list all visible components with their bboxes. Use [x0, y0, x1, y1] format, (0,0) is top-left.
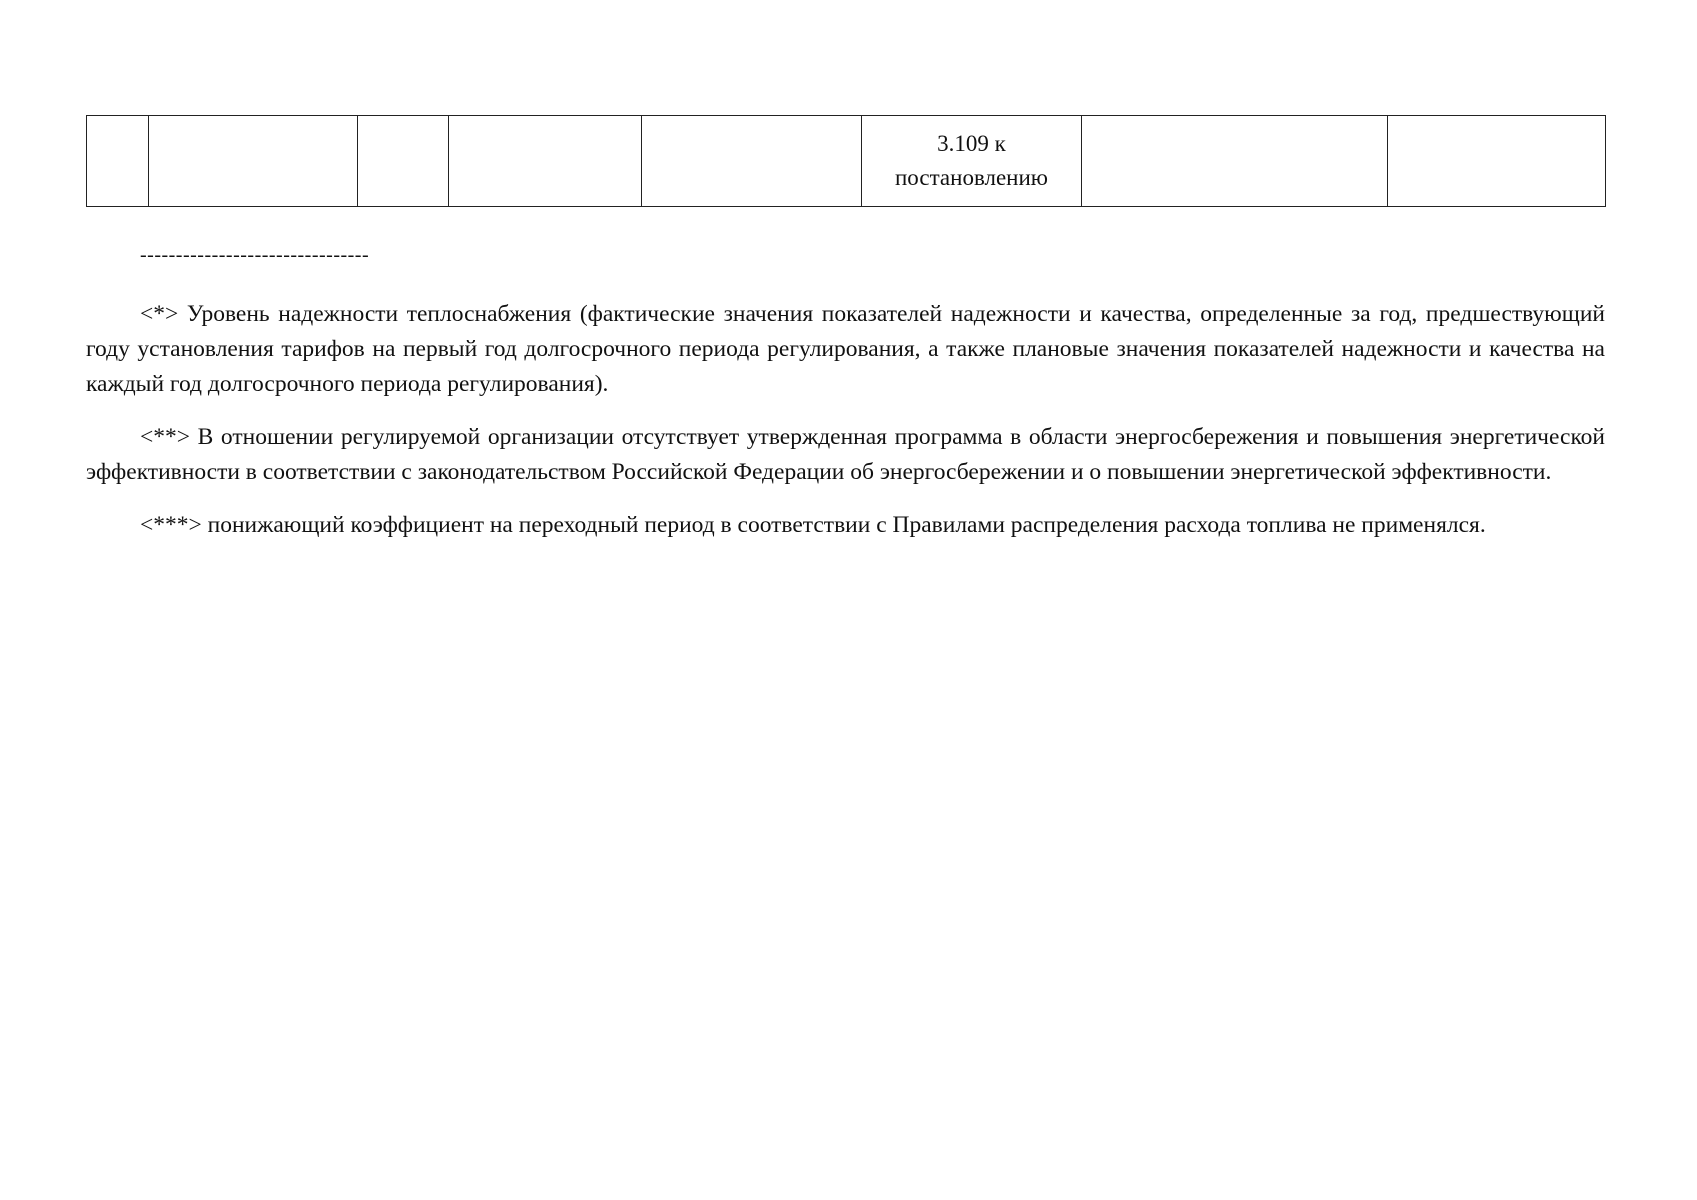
table-cell-1 — [87, 116, 149, 207]
table-row — [87, 116, 1606, 207]
footnote-energy-saving: <**> В отношении регулируемой организации отсутствует утвержденная программа в области энергосбережения и повышения энергетической эффективности в соответствии с законодательством Российской Федерации об энергосбережении и о повышении энергетической эффективности. — [86, 424, 1605, 485]
table-cell-2 — [149, 116, 358, 207]
footnote-separator: -------------------------------- — [140, 244, 370, 266]
table-cell-8 — [1388, 116, 1606, 207]
table-cell-7 — [1082, 116, 1388, 207]
table-cell-5 — [642, 116, 862, 207]
footnote-reduction-coefficient: <***> понижающий коэффициент на переходный период в соответствии с Правилами распределения расхода топлива не применялся. — [140, 512, 1486, 538]
table-cell-3 — [358, 116, 449, 207]
table-cell-4 — [449, 116, 642, 207]
continuation-table — [86, 115, 1606, 207]
footnote-reliability: <*> Уровень надежности теплоснабжения (фактические значения показателей надежности и качества, определенные за год, предшествующий году установления тарифов на первый год долгосрочного периода регулирования, а также плановые значения показателей надежности и качества на каждый год долгосрочного периода регулирования). — [86, 301, 1605, 397]
table-cell-6: 3.109 к постановлению — [862, 116, 1082, 207]
footnotes-section — [86, 297, 1605, 561]
